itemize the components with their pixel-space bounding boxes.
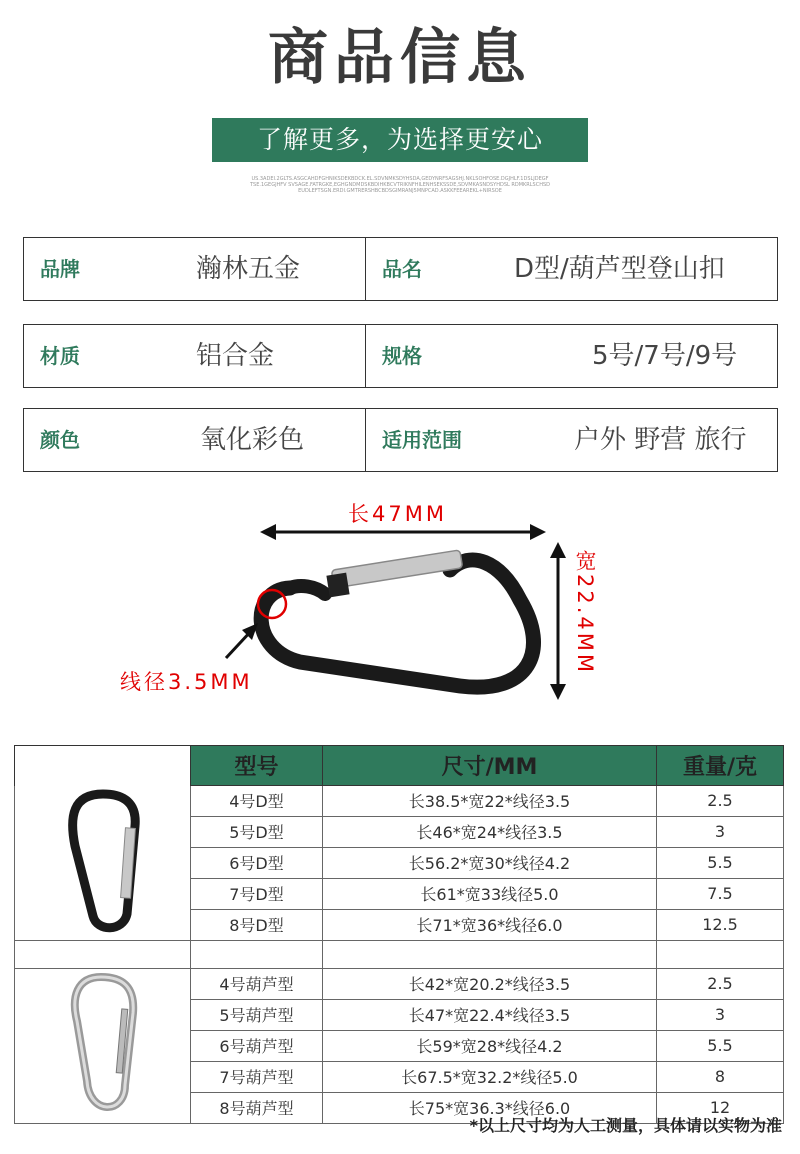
cell-weight: 2.5	[657, 786, 784, 817]
info-row-color	[23, 408, 778, 472]
header-weight: 重量/克	[657, 746, 784, 786]
info-label: 材质	[40, 344, 80, 368]
info-row-brand	[23, 237, 778, 301]
info-value: 5号/7号/9号	[592, 341, 738, 371]
cell-model: 7号D型	[191, 878, 323, 909]
footnote: *以上尺寸均为人工测量，具体请以实物为准	[469, 1116, 782, 1135]
info-cell-left	[23, 237, 366, 301]
cell-model: 8号D型	[191, 909, 323, 940]
info-label: 规格	[382, 344, 422, 368]
cell-weight: 12.5	[657, 909, 784, 940]
cell-size: 长71*宽36*线径6.0	[323, 909, 657, 940]
info-label: 颜色	[40, 428, 80, 452]
spacer-cell	[657, 940, 784, 968]
spacer-cell	[323, 940, 657, 968]
cell-size: 长38.5*宽22*线径3.5	[323, 786, 657, 817]
cell-weight: 3	[657, 999, 784, 1030]
header-size: 尺寸/MM	[323, 746, 657, 786]
cell-weight: 7.5	[657, 878, 784, 909]
gourd-type-image	[15, 968, 191, 1123]
image-header-cell	[15, 746, 191, 786]
info-label: 适用范围	[382, 428, 462, 452]
info-value: 铝合金	[196, 341, 275, 371]
table-header-row	[15, 746, 784, 786]
spacer-cell	[191, 940, 323, 968]
cell-size: 长61*宽33线径5.0	[323, 878, 657, 909]
cell-model: 4号葫芦型	[191, 968, 323, 999]
subtitle-banner: 了解更多，为选择更安心	[212, 118, 588, 162]
cell-model: 5号葫芦型	[191, 999, 323, 1030]
fine-print: US.3ADEI.2GLTS.ASGCAHDFGHNIKSDEKBDCK.EL.SDVNMKSDYHSDA,GEDYNRF5AGSHJ.NKLSOHFOSE.DGJHLF.1DSLJDEGFTSE.1GEGJHFV SVSAGE.FATRGKE,EGHGNDMDSKBDIHKBCVTRIKNFHILENHSEKSSDE,SDVMKASNDSYHDSL RDMKRLSCHSDEUDLEFTSGN.ERDI.GMTRERSHBCBDSGIMRANJ5MNPCAD.ASKKFEEAREKL+NIRSOE	[250, 176, 550, 194]
cell-weight: 12	[657, 1092, 784, 1123]
dimension-diagram	[100, 490, 620, 720]
cell-model: 4号D型	[191, 786, 323, 817]
cell-model: 6号葫芦型	[191, 1030, 323, 1061]
wire-label: 线径3.5MM	[120, 670, 253, 694]
cell-size: 长47*宽22.4*线径3.5	[323, 999, 657, 1030]
info-cell-right	[366, 324, 778, 388]
table-row	[15, 786, 784, 817]
info-label: 品名	[382, 257, 422, 281]
spec-table	[14, 745, 784, 1124]
cell-model: 5号D型	[191, 816, 323, 847]
cell-model: 8号葫芦型	[191, 1092, 323, 1123]
info-cell-right	[366, 408, 778, 472]
cell-size: 长67.5*宽32.2*线径5.0	[323, 1061, 657, 1092]
info-cell-right	[366, 237, 778, 301]
table-row	[15, 968, 784, 999]
spacer-cell	[15, 940, 191, 968]
info-value: D型/葫芦型登山扣	[514, 254, 725, 284]
info-value: 瀚林五金	[196, 254, 301, 284]
info-cell-left	[23, 324, 366, 388]
header-model: 型号	[191, 746, 323, 786]
length-label: 长47MM	[348, 502, 447, 526]
info-cell-left	[23, 408, 366, 472]
cell-size: 长46*宽24*线径3.5	[323, 816, 657, 847]
black-carabiner-icon	[63, 786, 143, 936]
info-value: 户外 野营 旅行	[574, 425, 747, 455]
cell-model: 6号D型	[191, 847, 323, 878]
cell-weight: 2.5	[657, 968, 784, 999]
silver-carabiner-icon	[63, 969, 143, 1119]
page-title: 商品信息	[268, 23, 532, 93]
info-row-material	[23, 324, 778, 388]
cell-size: 长75*宽36.3*线径6.0	[323, 1092, 657, 1123]
spacer-row	[15, 940, 784, 968]
cell-weight: 5.5	[657, 847, 784, 878]
d-type-image	[15, 786, 191, 941]
info-label: 品牌	[40, 257, 80, 281]
cell-model: 7号葫芦型	[191, 1061, 323, 1092]
cell-weight: 3	[657, 816, 784, 847]
cell-weight: 5.5	[657, 1030, 784, 1061]
cell-size: 长56.2*宽30*线径4.2	[323, 847, 657, 878]
cell-weight: 8	[657, 1061, 784, 1092]
width-label: 宽22.4MM	[573, 550, 597, 675]
info-value: 氧化彩色	[200, 425, 305, 455]
cell-size: 长59*宽28*线径4.2	[323, 1030, 657, 1061]
cell-size: 长42*宽20.2*线径3.5	[323, 968, 657, 999]
